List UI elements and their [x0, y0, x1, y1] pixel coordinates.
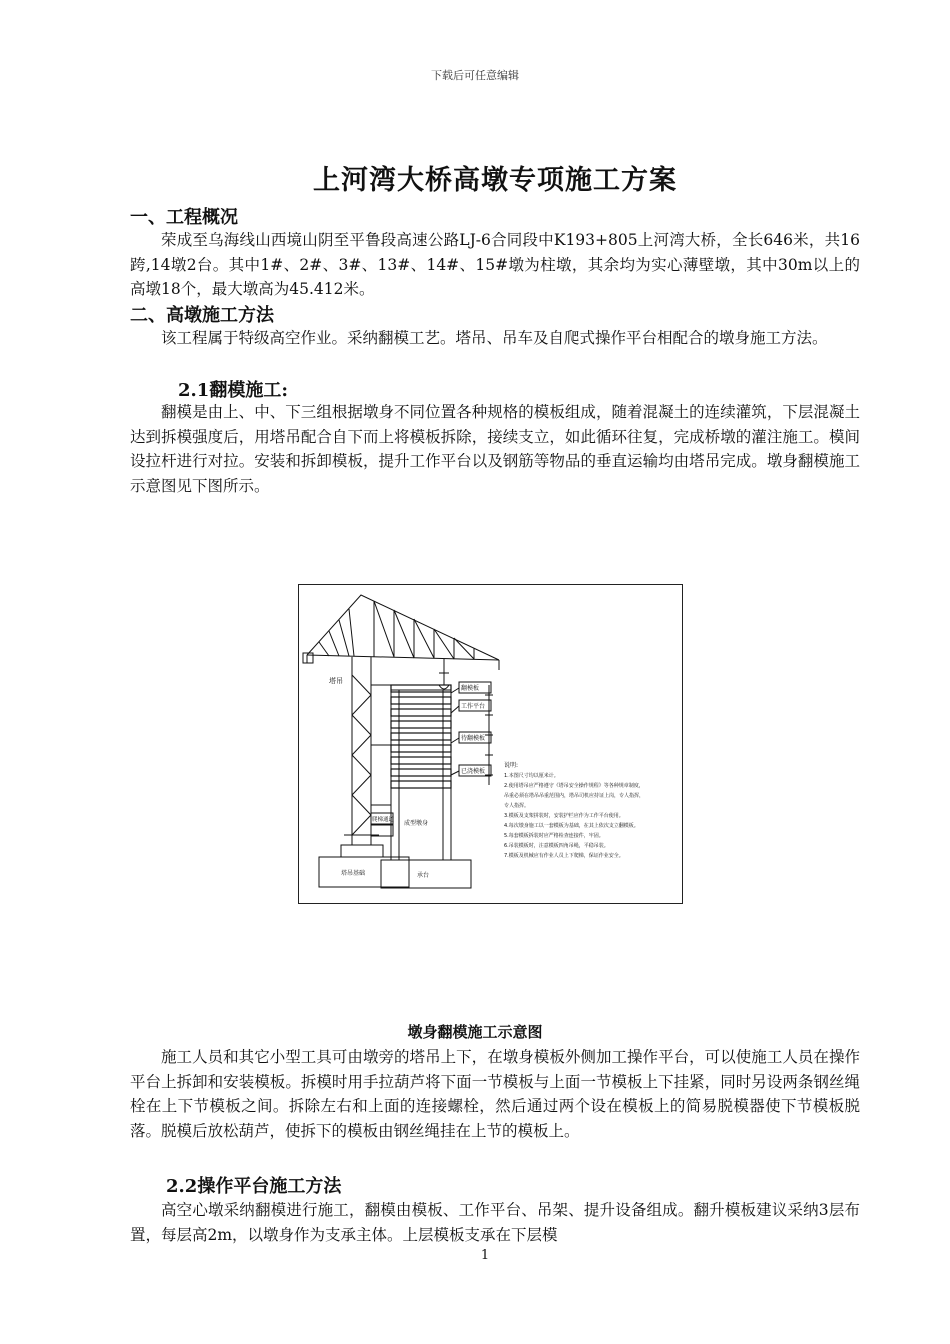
label-tower-crane: 塔吊 — [329, 677, 343, 685]
label-work-platform: 工作平台 — [461, 703, 486, 710]
subsection-heading-platform: 2.2操作平台施工方法 — [166, 1176, 342, 1197]
label-built-pier: 成型墩身 — [404, 820, 429, 827]
label-finished-segment: 翻模板 — [461, 685, 480, 692]
paragraph-after-figure: 施工人员和其它小型工具可由墩旁的塔吊上下，在墩身模板外侧加工操作平台，可以使施工人员在操作平台上拆卸和安装模板。拆模时用手拉葫芦将下面一节模板与上面一节模板上下挂紧，同时另设两条钢丝绳栓在上下节模板之间。拆除左右和上面的连接螺栓，然后通过两个设在模板上的简易脱模器使下节模板脱落。脱模后放松葫芦，使拆下的模板由钢丝绳挂在上节的模板上。 — [130, 1048, 860, 1140]
figure-caption: 墩身翻模施工示意图 — [407, 1023, 543, 1041]
figure-notes — [504, 761, 644, 859]
tower-ties — [371, 685, 391, 805]
subsection-heading-flip-formwork: 2.1翻模施工: — [178, 380, 288, 401]
note-line: 5.每套模板拆装时应严格检查连接件，牢固。 — [504, 833, 604, 839]
note-line: 7.模板及机械应有作业人员上下爬梯，保证作业安全。 — [504, 853, 624, 859]
construction-diagram — [298, 584, 683, 904]
label-poured-segment: 已浇模板 — [461, 768, 486, 775]
notes-title: 说明: — [504, 762, 519, 769]
note-line: 专人指挥。 — [504, 803, 530, 809]
tower-crane-jib — [303, 595, 499, 670]
page-number: 1 — [480, 1248, 490, 1263]
paragraph-flip-formwork: 翻模是由上、中、下三组根据墩身不同位置各种规格的模板组成，随着混凝土的连续灌筑，下层混凝土达到拆模强度后，用塔吊配合自下而上将模板拆除，接续支立，如此循环往复，完成桥墩的灌注施工。模间设拉杆进行对拉。安装和拆卸模板，提升工作平台以及钢筋等物品的垂直运输均由塔吊完成。墩身翻模施工示意图见下图所示。 — [130, 403, 860, 495]
paragraph-overview: 荣成至乌海线山西境山阴至平鲁段高速公路LJ-6合同段中K193+805上河湾大桥，全长646米，共16跨,14墩2台。其中1#、2#、3#、13#、14#、15#墩为柱墩，其余均为实心薄壁墩，其中30m以上的高墩18个，最大墩高为45.412米。 — [130, 231, 860, 298]
paragraph-method: 该工程属于特级高空作业。采纳翻模工艺。塔吊、吊车及自爬式操作平台相配合的墩身施工方法。 — [161, 329, 828, 347]
section-heading-method: 二、高墩施工方法 — [130, 305, 274, 326]
tower-crane-mast — [341, 657, 383, 857]
note-line: 3.模板及支架拼装时，安装护栏应作为工作平台使用。 — [504, 813, 624, 819]
note-line: 4.每次墩身施工以一套模板为基础，在其上依次支立翻模板。 — [504, 823, 639, 829]
note-line: 6.吊装模板时，注意模板四角吊绳，平稳吊装。 — [504, 843, 609, 849]
label-crane-base: 塔吊基础 — [341, 870, 366, 877]
note-line: 吊重必须在塔吊吊重范围内，塔吊司机应持证上岗，专人指挥， — [504, 793, 645, 799]
label-pile-cap: 承台 — [417, 872, 430, 879]
section-heading-overview: 一、工程概况 — [130, 207, 238, 228]
label-pending-segment: 待翻模板 — [461, 735, 486, 742]
note-line: 1.本图尺寸均以厘米计。 — [504, 773, 559, 779]
document-title: 上河湾大桥高墩专项施工方案 — [313, 165, 677, 196]
header-note: 下载后可任意编辑 — [431, 69, 519, 82]
note-line: 2.使用塔吊应严格遵守《塔吊安全操作规程》等各种规章制度， — [504, 783, 644, 789]
label-climbing-ladder: 爬梯通道 — [372, 817, 395, 823]
paragraph-platform: 高空心墩采纳翻模进行施工，翻模由模板、工作平台、吊架、提升设备组成。翻升模板建议采纳3层布置，每层高2m，以墩身作为支承主体。上层模板支承在下层模 — [130, 1201, 860, 1244]
formwork-layers — [391, 685, 451, 788]
